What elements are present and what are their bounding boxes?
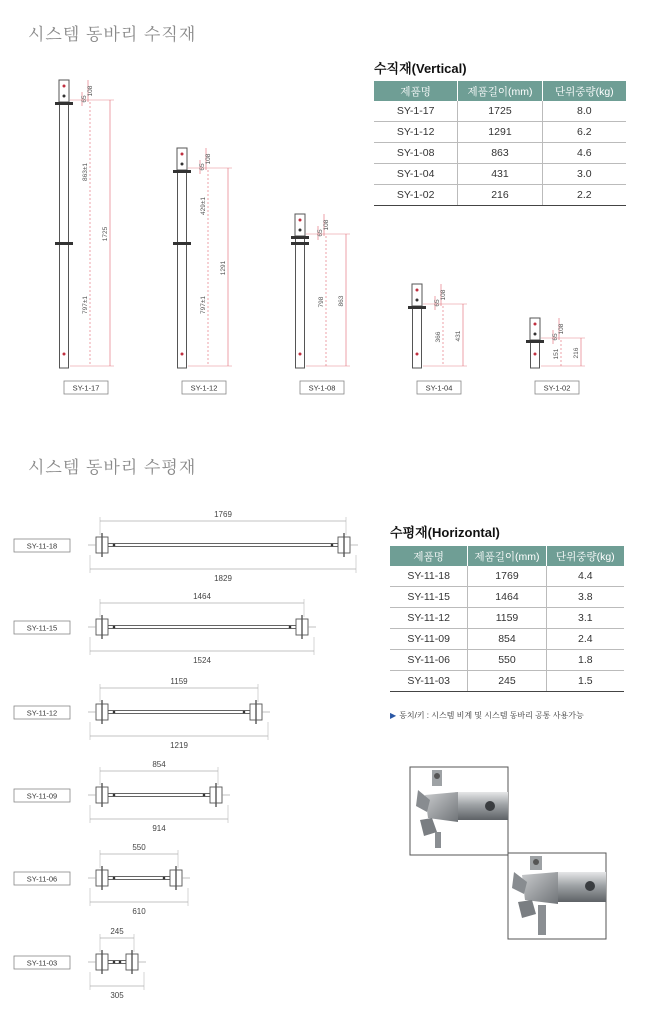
horizontal-drawing-label: SY-11-06: [26, 874, 58, 884]
dim-label-total: 431: [455, 330, 462, 342]
table-cell: SY-1-04: [374, 164, 458, 185]
dim-label-108: 108: [205, 153, 212, 165]
table-cell: 3.0: [542, 164, 626, 185]
horizontal-drawing-label: SY-11-03: [26, 958, 58, 968]
table-cell: 4.6: [542, 143, 626, 164]
dim-label-outer: 1829: [214, 574, 232, 583]
vertical-drawing-label: SY-1-12: [190, 383, 218, 393]
ledger-hole: [163, 877, 166, 880]
table-cell: 8.0: [542, 101, 626, 122]
column-header: 제품길이(mm): [468, 546, 546, 566]
post-pin-hole: [181, 153, 184, 156]
table-cell: 3.1: [546, 608, 624, 629]
dim-label-total: 216: [573, 347, 580, 359]
dim-label-108: 108: [323, 219, 330, 231]
dim-label-108: 108: [440, 289, 447, 301]
dim-label-65: 65: [317, 229, 324, 237]
post-bottom-hole: [181, 353, 184, 356]
vertical-drawing-label: SY-1-02: [543, 383, 571, 393]
vertical-drawing-label: SY-1-17: [72, 383, 100, 393]
ledger-tube: [108, 626, 296, 629]
table-cell: SY-11-15: [390, 587, 468, 608]
table-cell: SY-1-17: [374, 101, 458, 122]
dim-label-lower: 798: [318, 296, 325, 308]
dim-label-65: 65: [552, 333, 559, 341]
table-cell: 1.8: [546, 650, 624, 671]
ledger-hole: [113, 626, 116, 629]
vertical-drawing-label: SY-1-08: [308, 383, 336, 393]
dim-label-inner: 1464: [193, 592, 211, 601]
dim-label-inner: 550: [132, 843, 146, 852]
dim-label-lower: 366: [435, 331, 442, 343]
horizontal-drawing-label: SY-11-18: [26, 541, 58, 551]
ledger-tube: [108, 794, 210, 797]
post-bottom-hole: [63, 353, 66, 356]
vertical-drawing-label: SY-1-04: [425, 383, 453, 393]
post-bolt-hole: [63, 95, 66, 98]
dim-label-65: 65: [434, 299, 441, 307]
table-cell: SY-11-18: [390, 566, 468, 587]
ledger-hole: [113, 794, 116, 797]
ledger-tube: [108, 544, 338, 547]
table-cell: 2.2: [542, 185, 626, 206]
dim-label-inner: 854: [152, 760, 166, 769]
post-top-rosette: [526, 340, 544, 343]
ledger-tube: [108, 711, 250, 714]
post-bolt-hole: [416, 299, 419, 302]
dim-label-outer: 610: [132, 907, 146, 916]
table-cell: 216: [458, 185, 542, 206]
post-top-rosette: [55, 102, 73, 105]
dim-label-inner: 245: [110, 927, 124, 936]
ledger-hole: [113, 544, 116, 547]
table-cell: SY-11-03: [390, 671, 468, 692]
vertical-section-title: 시스템 동바리 수직재: [28, 25, 197, 44]
ledger-hole: [113, 961, 116, 964]
table-cell: 6.2: [542, 122, 626, 143]
ledger-hole: [113, 877, 116, 880]
dim-label-total: 1725: [102, 226, 109, 242]
dim-label-outer: 1219: [170, 741, 188, 750]
horizontal-drawing-label: SY-11-09: [26, 791, 58, 801]
column-header: 제품명: [390, 546, 468, 566]
post-top-rosette: [408, 306, 426, 309]
post-head: [412, 284, 422, 306]
dim-label-outer: 914: [152, 824, 166, 833]
ledger-hole: [243, 711, 246, 714]
ledger-hole: [113, 711, 116, 714]
dim-label-total: 1291: [220, 260, 227, 276]
column-header: 제품길이(mm): [458, 81, 542, 101]
table-cell: 4.4: [546, 566, 624, 587]
table-cell: 1725: [458, 101, 542, 122]
post-bolt-hole: [299, 229, 302, 232]
note-text: 동치/키 : 시스템 비계 및 시스템 동바리 공통 사용가능: [399, 711, 584, 720]
dim-label-outer: 1524: [193, 656, 211, 665]
table-cell: SY-1-02: [374, 185, 458, 206]
dim-label-108: 108: [87, 85, 94, 97]
post-pin-hole: [416, 289, 419, 292]
table-cell: 1464: [468, 587, 546, 608]
post-body: [296, 236, 305, 368]
dim-label-total: 863: [338, 295, 345, 307]
table-cell: SY-11-09: [390, 629, 468, 650]
post-pin-hole: [63, 85, 66, 88]
column-header: 단위중량(kg): [542, 81, 626, 101]
dim-label-65: 65: [81, 95, 88, 103]
table-cell: 2.4: [546, 629, 624, 650]
table-cell: 854: [468, 629, 546, 650]
table-cell: 431: [458, 164, 542, 185]
triangle-bullet-icon: ▶: [390, 711, 397, 720]
table-cell: SY-1-12: [374, 122, 458, 143]
post-top-rosette: [173, 170, 191, 173]
post-bottom-hole: [534, 353, 537, 356]
post-head: [530, 318, 540, 340]
post-head: [295, 214, 305, 236]
ledger-hole: [119, 961, 122, 964]
post-body: [178, 170, 187, 368]
dim-label-upper: 429±1: [200, 196, 207, 216]
horizontal-drawing-label: SY-11-15: [26, 623, 58, 633]
post-body: [413, 306, 422, 368]
table-cell: 245: [468, 671, 546, 692]
post-bolt-hole: [181, 163, 184, 166]
column-header: 제품명: [374, 81, 458, 101]
post-pin-hole: [534, 323, 537, 326]
post-body: [60, 102, 69, 368]
dim-label-lower: 797±1: [200, 295, 207, 315]
table-cell: 550: [468, 650, 546, 671]
ledger-tube: [108, 877, 170, 880]
dim-label-lower: 797±1: [82, 295, 89, 315]
ledger-hole: [331, 544, 334, 547]
vertical-table-title: 수직재(Vertical): [374, 61, 467, 76]
horizontal-section-title: 시스템 동바리 수평재: [28, 458, 197, 477]
dim-label-65: 65: [199, 163, 206, 171]
table-cell: 1159: [468, 608, 546, 629]
column-header: 단위중량(kg): [546, 546, 624, 566]
ledger-hole: [203, 794, 206, 797]
ledger-tube: [108, 961, 126, 964]
post-mid-rosette: [173, 242, 191, 245]
table-cell: SY-11-12: [390, 608, 468, 629]
table-cell: 1291: [458, 122, 542, 143]
dim-label-inner: 1769: [214, 510, 232, 519]
table-cell: 3.8: [546, 587, 624, 608]
post-mid-rosette: [55, 242, 73, 245]
table-cell: 863: [458, 143, 542, 164]
post-top-rosette: [291, 236, 309, 239]
horizontal-drawing-label: SY-11-12: [26, 708, 58, 718]
dim-label-lower: 151: [553, 348, 560, 360]
post-bottom-hole: [416, 353, 419, 356]
post-head: [59, 80, 69, 102]
horizontal-table-title: 수평재(Horizontal): [390, 525, 500, 540]
ledger-hole: [289, 626, 292, 629]
table-cell: 1769: [468, 566, 546, 587]
table-cell: SY-1-08: [374, 143, 458, 164]
post-bottom-hole: [299, 353, 302, 356]
post-pin-hole: [299, 219, 302, 222]
dim-label-inner: 1159: [170, 677, 188, 686]
dim-label-outer: 305: [110, 991, 124, 1000]
dim-label-upper: 863±1: [82, 162, 89, 182]
post-bolt-hole: [534, 333, 537, 336]
table-cell: 1.5: [546, 671, 624, 692]
dim-label-108: 108: [558, 323, 565, 335]
table-cell: SY-11-06: [390, 650, 468, 671]
post-mid-rosette: [291, 242, 309, 245]
post-head: [177, 148, 187, 170]
